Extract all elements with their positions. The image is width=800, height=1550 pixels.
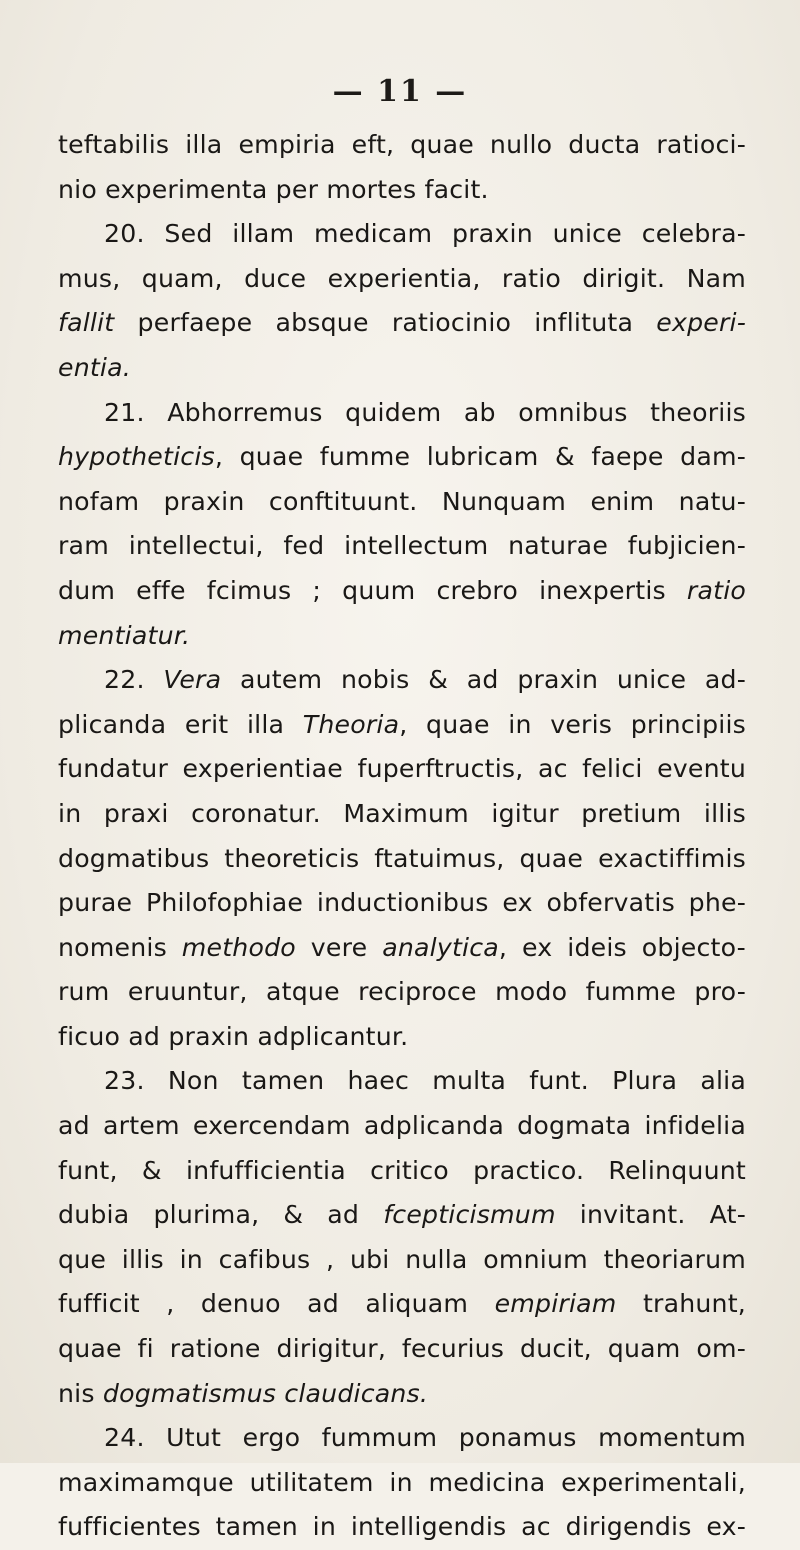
body-text xyxy=(58,123,746,1550)
text-run: fufficit , denuo ad aliquam xyxy=(58,1289,495,1319)
text-run: dogmatibus theoreticis ftatuimus, quae exactiffimis xyxy=(58,843,746,873)
text-line xyxy=(58,480,746,525)
text-line xyxy=(58,970,746,1015)
text-run: dum effe fcimus ; quum crebro inexpertis xyxy=(58,575,687,605)
italic-text-run: hypotheticis xyxy=(58,442,215,472)
text-run: quae fi ratione dirigitur, fecurius ducit, quam om- xyxy=(58,1334,746,1364)
text-run: nofam praxin conftituunt. Nunquam enim natu- xyxy=(58,486,746,516)
text-run: mus, quam, duce experientia, ratio dirigit. Nam xyxy=(58,263,746,293)
text-line xyxy=(58,837,746,882)
text-line xyxy=(58,569,746,614)
text-run: funt, & infufficientia critico practico. Relinquunt xyxy=(58,1155,746,1185)
text-run: , quae in veris principiis xyxy=(399,709,746,739)
text-run: 23. Non tamen haec multa funt. Plura alia xyxy=(104,1066,746,1096)
italic-text-run: fallit xyxy=(58,308,115,338)
text-run: vere xyxy=(295,932,383,962)
text-line xyxy=(58,1104,746,1149)
text-run: nis xyxy=(58,1378,103,1408)
text-run: que illis in cafibus , ubi nulla omnium theoriarum xyxy=(58,1244,746,1274)
text-run: dubia plurima, & ad xyxy=(58,1200,384,1230)
italic-text-run: ratio xyxy=(686,575,746,605)
text-line xyxy=(58,614,746,659)
text-run: purae Philofophiae inductionibus ex obfervatis phe- xyxy=(58,888,746,918)
italic-text-run: entia. xyxy=(58,352,131,382)
text-line xyxy=(58,1193,746,1238)
italic-text-run: mentiatur. xyxy=(58,620,191,650)
text-run: in praxi coronatur. Maximum igitur pretium illis xyxy=(58,798,746,828)
text-run: , quae fumme lubricam & faepe dam- xyxy=(214,442,746,472)
text-line xyxy=(58,792,746,837)
text-run: perfaepe absque ratiocinio inflituta xyxy=(114,308,657,338)
italic-text-run: methodo xyxy=(181,932,296,962)
text-run: fufficientes tamen in intelligendis ac dirigendis ex- xyxy=(58,1512,746,1542)
text-line xyxy=(58,1238,746,1283)
text-line xyxy=(58,658,746,703)
text-line xyxy=(58,1505,746,1550)
italic-text-run: dogmatismus claudicans. xyxy=(102,1378,429,1408)
page-number: — 11 — xyxy=(332,74,468,109)
text-line xyxy=(58,301,746,346)
text-run: plicanda erit illa xyxy=(58,709,303,739)
text-run: 22. xyxy=(104,665,164,695)
text-run: 21. Abhorremus quidem ab omnibus theoriis xyxy=(104,397,746,427)
text-line xyxy=(58,168,746,213)
italic-text-run: fcepticismum xyxy=(383,1200,556,1230)
text-line xyxy=(58,435,746,480)
text-run: fundatur experientiae fuperftructis, ac felici eventu xyxy=(58,754,746,784)
text-line xyxy=(58,1327,746,1372)
italic-text-run: Vera xyxy=(163,665,222,695)
text-line xyxy=(58,1149,746,1194)
text-line xyxy=(58,391,746,436)
text-line xyxy=(58,1282,746,1327)
text-line xyxy=(58,881,746,926)
text-line xyxy=(58,1015,746,1060)
text-line xyxy=(58,703,746,748)
text-run: nomenis xyxy=(58,932,182,962)
text-run: 24. Utut ergo fummum ponamus momentum xyxy=(104,1423,746,1453)
text-line xyxy=(58,346,746,391)
text-line xyxy=(58,1461,746,1506)
text-line xyxy=(58,1059,746,1104)
text-run: , ex ideis objecto- xyxy=(498,932,746,962)
text-run: ficuo ad praxin adplicantur. xyxy=(58,1021,409,1051)
italic-text-run: Theoria xyxy=(302,709,400,739)
text-line xyxy=(58,926,746,971)
text-run: invitant. At- xyxy=(555,1200,746,1230)
text-run: rum eruuntur, atque reciproce modo fumme pro- xyxy=(58,977,746,1007)
text-run: teftabilis illa empiria eft, quae nullo ducta ratioci- xyxy=(58,130,746,159)
text-run: maximamque utilitatem in medicina experimentali, xyxy=(58,1467,746,1497)
text-run: 20. Sed illam medicam praxin unice celebra- xyxy=(104,219,746,249)
text-line xyxy=(58,212,746,257)
text-line xyxy=(58,747,746,792)
italic-text-run: analytica xyxy=(382,932,499,962)
italic-text-run: empiriam xyxy=(494,1289,617,1319)
italic-text-run: experi- xyxy=(656,308,746,338)
text-line xyxy=(58,1372,746,1417)
text-line xyxy=(58,524,746,569)
text-line xyxy=(58,1416,746,1461)
text-run: nio experimenta per mortes facit. xyxy=(58,174,489,204)
text-run: trahunt, xyxy=(616,1289,746,1319)
text-line xyxy=(58,257,746,302)
text-run: autem nobis & ad praxin unice ad- xyxy=(221,665,746,695)
text-run: ram intellectui, fed intellectum naturae fubjicien- xyxy=(58,531,746,561)
text-line xyxy=(58,123,746,168)
text-run: ad artem exercendam adplicanda dogmata infidelia xyxy=(58,1111,746,1141)
